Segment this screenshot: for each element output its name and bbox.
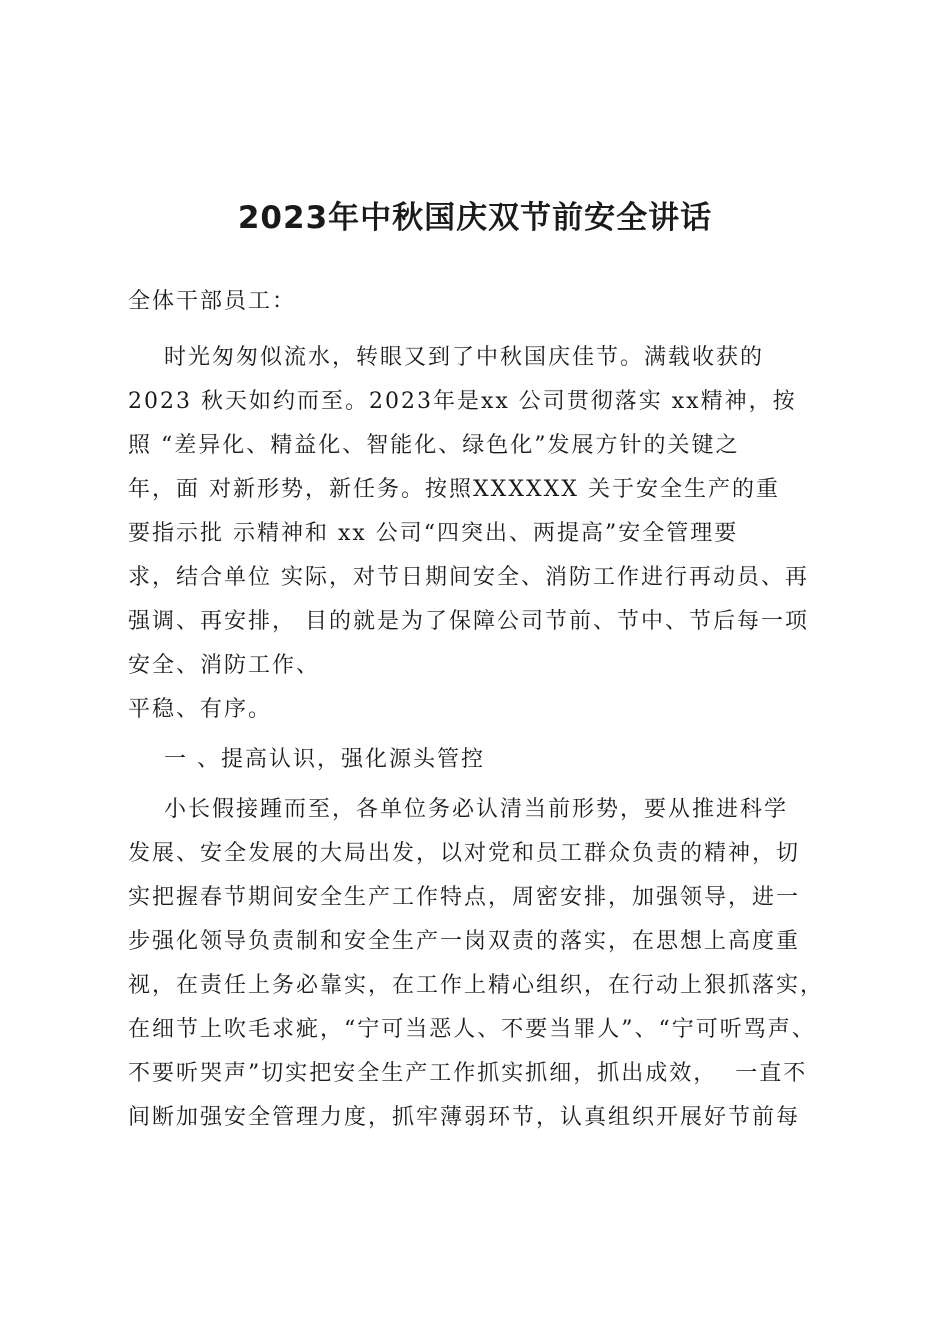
paragraph-line: 安全、消防工作、 xyxy=(128,653,321,678)
section-heading: 一 、提高认识，强化源头管控 xyxy=(128,747,485,772)
paragraph-line: 不要听哭声”切实把安全生产工作抓实抓细，抓出成效， 一直不 xyxy=(128,1061,808,1086)
paragraph-line: 时光匆匆似流水，转眼又到了中秋国庆佳节。满载收获的 xyxy=(128,345,764,370)
paragraph-line: 要指示批 示精神和 xx 公司“四突出、两提高”安全管理要 xyxy=(128,521,739,546)
paragraph-line: 小长假接踵而至，各单位务必认清当前形势，要从推进科学 xyxy=(128,797,788,822)
document-title: 2023年中秋国庆双节前安全讲话 xyxy=(237,200,713,236)
paragraph-line: 强调、再安排， 目的就是为了保障公司节前、节中、节后每一项 xyxy=(128,609,809,634)
paragraph-line: 在细节上吹毛求疵，“宁可当恶人、不要当罪人”、“宁可听骂声、 xyxy=(128,1017,816,1042)
section-paragraph xyxy=(128,788,828,1140)
paragraph-line: 照 “差异化、精益化、智能化、绿色化”发展方针的关键之 xyxy=(128,433,740,458)
paragraph-line: 步强化领导负责制和安全生产一岗双责的落实，在思想上高度重 xyxy=(128,929,801,954)
paragraph-line: 年，面 对新形势，新任务。按照XXXXXX 关于安全生产的重 xyxy=(128,477,780,502)
paragraph-line: 间断加强安全管理力度，抓牢薄弱环节，认真组织开展好节前每 xyxy=(128,1105,801,1130)
paragraph-line: 发展、安全发展的大局出发，以对党和员工群众负责的精神，切 xyxy=(128,841,801,866)
paragraph-line: 视，在责任上务必靠实，在工作上精心组织，在行动上狠抓落实， xyxy=(128,973,825,998)
paragraph-line: 2023 秋天如约而至。2023年是xx 公司贯彻落实 xx精神，按 xyxy=(128,389,797,414)
paragraph-line: 实把握春节期间安全生产工作特点，周密安排，加强领导，进一 xyxy=(128,885,801,910)
salutation: 全体干部员工： xyxy=(128,289,297,314)
document-body xyxy=(128,280,828,1140)
paragraph-line: 求，结合单位 实际，对节日期间安全、消防工作进行再动员、再 xyxy=(128,565,809,590)
paragraph-line: 平稳、有序。 xyxy=(128,697,273,722)
intro-paragraph xyxy=(128,336,828,732)
